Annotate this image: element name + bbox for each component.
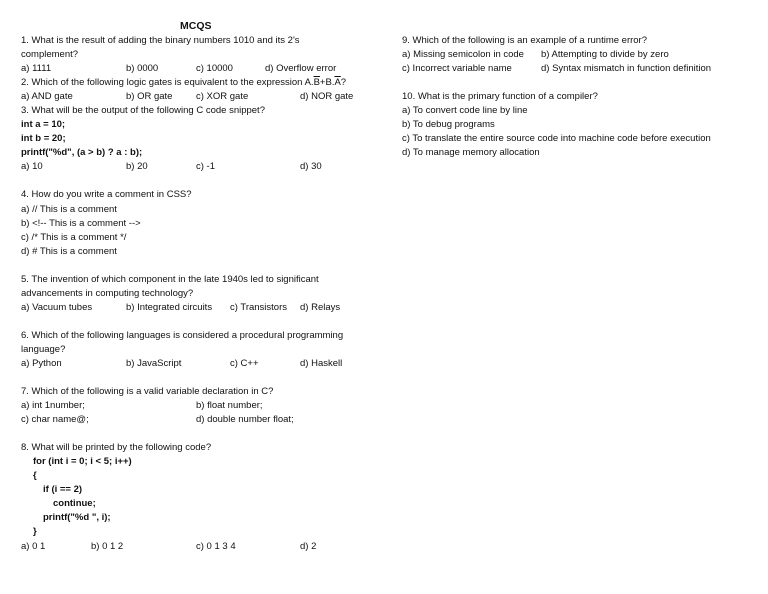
q1-stem-line1: 1. What is the result of adding the binary numbers 1010 and its 2's [21,35,300,46]
q5-stem-line2: advancements in computing technology? [21,288,194,299]
q4-option-c: c) /* This is a comment */ [21,232,127,243]
q8-option-a: a) 0 1 [21,541,46,552]
q8-option-c: c) 0 1 3 4 [196,541,236,552]
q2-stem-mid: +B. [319,77,335,88]
q9-option-a: a) Missing semicolon in code [402,49,524,60]
q6-option-b: b) JavaScript [126,358,182,369]
q10-option-a: a) To convert code line by line [402,105,528,116]
q1-option-a: a) 1111 [21,63,52,74]
q10-option-d: d) To manage memory allocation [402,147,540,158]
q7-stem: 7. Which of the following is a valid variable declaration in C? [21,386,274,397]
q8-code-line1: for (int i = 0; i < 5; i++) [33,456,132,467]
q1-option-d: d) Overflow error [265,63,337,74]
q5-option-c: c) Transistors [230,302,288,313]
q9-option-d: d) Syntax mismatch in function definition [541,63,712,74]
q3-stem: 3. What will be the output of the following C code snippet? [21,105,265,116]
q8-option-b: b) 0 1 2 [91,541,124,552]
q9-stem: 9. Which of the following is an example of a runtime error? [402,35,648,46]
q4-option-a: a) // This is a comment [21,204,117,215]
q8-option-d: d) 2 [300,541,317,552]
q4-option-b: b) <!-- This is a comment --> [21,218,141,229]
q4-option-d: d) # This is a comment [21,246,117,257]
q3-code-line1: int a = 10; [21,119,66,130]
q1-stem-line2: complement? [21,49,79,60]
q3-code-line2: int b = 20; [21,133,66,144]
q7-option-b: b) float number; [196,400,263,411]
q6-stem-line2: language? [21,344,66,355]
q8-stem: 8. What will be printed by the following code? [21,442,212,453]
q8-code-line3: if (i == 2) [43,484,83,495]
q1-option-c: c) 10000 [196,63,233,74]
q7-option-d: d) double number float; [196,414,294,425]
q8-code-line2: { [33,470,37,481]
q6-option-d: d) Haskell [300,358,343,369]
q3-option-a: a) 10 [21,161,43,172]
q5-option-a: a) Vacuum tubes [21,302,93,313]
q3-option-d: d) 30 [300,161,322,172]
q2-option-c: c) XOR gate [196,91,249,102]
q6-option-c: c) C++ [230,358,259,369]
q3-option-b: b) 20 [126,161,148,172]
q8-code-line4: continue; [53,498,96,509]
q5-option-d: d) Relays [300,302,341,313]
document-title: MCQS [180,20,212,32]
q5-stem-line1: 5. The invention of which component in the late 1940s led to significant [21,274,319,285]
q2-option-d: d) NOR gate [300,91,354,102]
q2-option-a: a) AND gate [21,91,73,102]
q6-stem-line1: 6. Which of the following languages is considered a procedural programming [21,330,344,341]
q7-option-c: c) char name@; [21,414,89,425]
q2-b-bar: $\overline{B}$ [313,77,320,88]
q5-option-b: b) Integrated circuits [126,302,213,313]
q2-option-b: b) OR gate [126,91,173,102]
q2-stem-pre: 2. Which of the following logic gates is equivalent to the expression A. [21,77,314,88]
q1-option-b: b) 0000 [126,63,159,74]
q10-option-b: b) To debug programs [402,119,495,130]
q6-option-a: a) Python [21,358,62,369]
q2-stem-post: ? [340,77,347,88]
q3-code-line3: printf("%d", (a > b) ? a : b); [21,147,143,158]
q8-code-line6: } [33,526,37,537]
q9-option-c: c) Incorrect variable name [402,63,512,74]
q8-code-line5: printf("%d ", i); [43,512,111,523]
q10-option-c: c) To translate the entire source code into machine code before execution [402,133,711,144]
q7-option-a: a) int 1number; [21,400,85,411]
q9-option-b: b) Attempting to divide by zero [541,49,669,60]
q2-a-bar: $\overline{A}$ [334,77,341,88]
q10-stem: 10. What is the primary function of a compiler? [402,91,598,102]
q3-option-c: c) -1 [196,161,215,172]
q4-stem: 4. How do you write a comment in CSS? [21,189,192,200]
q2-stem [21,77,346,89]
